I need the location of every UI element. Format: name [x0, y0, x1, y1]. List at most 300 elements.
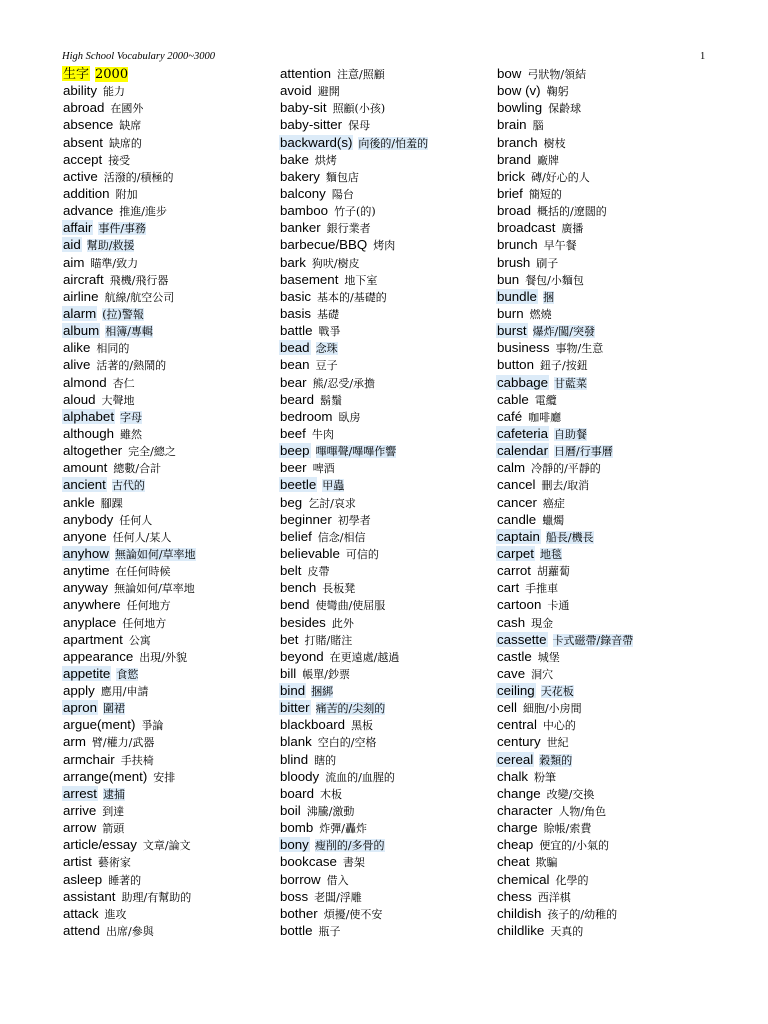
vocab-meaning: 捆綁	[311, 685, 334, 699]
vocab-word: central	[497, 717, 537, 733]
vocab-word: affair	[63, 220, 93, 236]
vocab-entry	[279, 545, 489, 562]
vocab-entry	[279, 631, 489, 648]
vocab-meaning: 化學的	[555, 873, 589, 887]
vocab-entry	[496, 699, 716, 716]
vocab-word: artist	[63, 854, 92, 870]
vocab-entry	[62, 545, 272, 562]
vocab-entry	[62, 459, 272, 476]
vocab-meaning: 船長/機長	[545, 530, 594, 544]
vocab-entry	[279, 579, 489, 596]
vocab-word: beef	[280, 425, 306, 441]
vocab-entry	[279, 82, 489, 99]
vocab-word: carpet	[497, 545, 534, 561]
vocab-word: cell	[497, 700, 517, 716]
vocab-column-3	[496, 65, 716, 939]
vocab-meaning: 無論如何/草率地	[114, 547, 196, 561]
vocab-word: bitter	[280, 700, 310, 716]
vocab-word: airline	[63, 288, 99, 304]
vocab-meaning: 烤肉	[373, 239, 396, 253]
vocab-word: aloud	[63, 391, 96, 407]
vocab-meaning: 豆子	[315, 359, 338, 373]
vocab-meaning: 賒帳/索費	[543, 822, 592, 836]
vocab-entry	[62, 442, 272, 459]
vocab-word: cable	[497, 391, 529, 407]
vocab-meaning: 穀類的	[539, 753, 573, 767]
vocab-meaning: 弓狀物/領結	[527, 68, 587, 81]
vocab-word: cancel	[497, 477, 536, 493]
vocab-meaning: 牛肉	[311, 427, 334, 441]
vocab-word: beetle	[280, 477, 317, 493]
vocab-word: calm	[497, 460, 526, 476]
vocab-word: battle	[280, 323, 313, 339]
vocab-word: basic	[280, 288, 312, 304]
vocab-entry	[496, 271, 716, 288]
vocab-meaning: 保齡球	[548, 102, 582, 116]
vocab-meaning: 向後的/怕羞的	[358, 136, 429, 150]
vocab-entry	[62, 631, 272, 648]
vocab-entry	[62, 339, 272, 356]
vocab-entry	[62, 322, 272, 339]
vocab-meaning: 電纜	[534, 393, 557, 407]
vocab-meaning: 胡蘿蔔	[537, 565, 570, 579]
vocab-word: anytime	[63, 563, 110, 579]
vocab-meaning: 腳踝	[100, 496, 123, 510]
vocab-entry	[62, 271, 272, 288]
vocab-word: 生字	[63, 66, 90, 81]
vocab-entry	[279, 442, 489, 459]
vocab-entry	[279, 356, 489, 373]
vocab-meaning: 改變/交換	[546, 787, 595, 801]
vocab-meaning: 使彎曲/使屈服	[315, 599, 386, 613]
vocab-word: altogether	[63, 443, 123, 459]
vocab-word: beyond	[280, 648, 324, 664]
vocab-word: brain	[497, 117, 527, 133]
vocab-entry	[496, 116, 716, 133]
vocab-word: broadcast	[497, 220, 556, 236]
vocab-meaning: 廣播	[561, 222, 584, 236]
vocab-meaning: 細胞/小房間	[522, 702, 582, 716]
vocab-entry	[279, 905, 489, 922]
vocab-meaning: 黑板	[351, 719, 374, 733]
vocab-meaning: 概括的/遼闊的	[537, 205, 607, 219]
vocab-entry	[279, 733, 489, 750]
vocab-entry	[279, 116, 489, 133]
vocab-word: ankle	[63, 494, 95, 510]
vocab-entry	[279, 751, 489, 768]
vocab-meaning: 出席/參與	[105, 925, 154, 939]
vocab-word: brush	[497, 254, 531, 270]
vocab-word: childish	[497, 905, 542, 921]
vocab-entry	[496, 579, 716, 596]
vocab-word: apartment	[63, 631, 123, 647]
vocab-word: bear	[280, 374, 307, 390]
vocab-meaning: 總數/合計	[113, 462, 162, 476]
vocab-word: bottle	[280, 923, 313, 939]
vocab-entry	[279, 836, 489, 853]
vocab-meaning: 避開	[317, 85, 340, 99]
vocab-column-1	[62, 65, 272, 939]
vocab-word: argue(ment)	[63, 717, 136, 733]
vocab-entry	[62, 596, 272, 613]
vocab-entry	[62, 716, 272, 733]
vocab-column-2	[279, 65, 489, 939]
vocab-word: apron	[63, 700, 98, 716]
vocab-entry	[279, 151, 489, 168]
vocab-entry	[62, 374, 272, 391]
vocab-entry	[496, 168, 716, 185]
vocab-word: bean	[280, 357, 310, 373]
vocab-word: besides	[280, 614, 326, 630]
vocab-meaning: 帳單/鈔票	[302, 667, 350, 681]
vocab-meaning: 粉筆	[534, 770, 557, 784]
vocab-meaning: 沸騰/激動	[306, 805, 355, 819]
vocab-word: borrow	[280, 871, 321, 887]
vocab-word: ancient	[63, 477, 106, 493]
vocab-word: bloody	[280, 768, 320, 784]
vocab-entry	[62, 528, 272, 545]
vocab-meaning: 藝術家	[97, 856, 131, 870]
vocab-meaning: 天花板	[540, 685, 574, 699]
vocab-word: attack	[63, 905, 99, 921]
vocab-meaning: 嗶嗶聲/嗶嗶作響	[315, 445, 397, 459]
vocab-entry	[496, 614, 716, 631]
vocab-entry	[279, 202, 489, 219]
vocab-entry	[496, 494, 716, 511]
vocab-meaning: 啤酒	[312, 462, 335, 476]
vocab-word: bow	[497, 66, 522, 81]
vocab-meaning: 冷靜的/平靜的	[531, 462, 601, 476]
vocab-word: although	[63, 425, 115, 441]
vocab-word: bun	[497, 271, 520, 287]
vocab-meaning: 推進/進步	[119, 205, 167, 219]
vocab-meaning: 蠟燭	[542, 513, 565, 527]
vocab-word: ability	[63, 83, 97, 99]
vocab-meaning: 世紀	[546, 736, 569, 750]
vocab-meaning: 皮帶	[307, 565, 330, 579]
vocab-entry	[496, 853, 716, 870]
vocab-meaning: 附加	[115, 187, 138, 201]
vocab-entry	[62, 305, 272, 322]
vocab-word: abroad	[63, 100, 105, 116]
vocab-meaning: 相同的	[96, 342, 130, 356]
vocab-meaning: 咖啡廳	[528, 410, 562, 424]
vocab-entry	[496, 631, 716, 648]
vocab-meaning: 能力	[103, 85, 125, 99]
vocab-meaning: 手扶椅	[120, 753, 154, 767]
vocab-entry	[496, 682, 716, 699]
vocab-word: calendar	[497, 443, 549, 459]
vocab-meaning: 城堡	[537, 650, 560, 664]
vocab-entry	[496, 665, 716, 682]
vocab-entry	[279, 134, 489, 151]
vocab-entry	[62, 648, 272, 665]
vocab-meaning: 天真的	[550, 925, 584, 939]
vocab-meaning: 瞎的	[314, 753, 337, 767]
vocab-word: change	[497, 785, 541, 801]
vocab-word: bakery	[280, 168, 320, 184]
vocab-entry	[279, 168, 489, 185]
vocab-word: carrot	[497, 563, 531, 579]
vocab-meaning: 鞠躬	[546, 85, 569, 99]
vocab-meaning: 飛機/飛行器	[109, 273, 169, 287]
vocab-word: anywhere	[63, 597, 121, 613]
vocab-meaning: 圍裙	[103, 702, 126, 716]
vocab-meaning: 初學者	[337, 513, 371, 527]
vocab-entry	[496, 288, 716, 305]
vocab-word: baby-sitter	[280, 117, 343, 133]
vocab-meaning: 空白的/空格	[317, 736, 377, 750]
vocab-word: believable	[280, 545, 340, 561]
vocab-word: cave	[497, 665, 526, 681]
vocab-word: arrow	[63, 820, 97, 836]
vocab-entry	[496, 905, 716, 922]
vocab-word: century	[497, 734, 541, 750]
vocab-meaning: 陽台	[331, 187, 354, 201]
vocab-entry	[496, 391, 716, 408]
vocab-word: childlike	[497, 923, 545, 939]
vocab-entry	[279, 185, 489, 202]
vocab-entry	[62, 134, 272, 151]
vocab-word: bet	[280, 631, 299, 647]
vocab-meaning: 人物/角色	[558, 805, 607, 819]
vocab-meaning: 長板凳	[322, 582, 356, 596]
vocab-meaning: 雖然	[120, 427, 143, 441]
vocab-meaning: 出現/外貌	[139, 650, 187, 664]
vocab-meaning: 熊/忍受/承擔	[312, 376, 376, 390]
vocab-word: cassette	[497, 631, 547, 647]
vocab-meaning: 幫助/救援	[86, 239, 135, 253]
vocab-meaning: 2000	[95, 67, 129, 82]
vocab-word: chess	[497, 888, 532, 904]
vocab-meaning: 廠牌	[537, 153, 560, 167]
vocab-entry	[62, 733, 272, 750]
vocab-word: active	[63, 168, 98, 184]
vocab-word: burst	[497, 323, 527, 339]
vocab-word: bind	[280, 683, 306, 699]
vocab-entry	[62, 699, 272, 716]
vocab-meaning: 便宜的/小氣的	[539, 839, 609, 853]
vocab-meaning: 孩子的/幼稚的	[547, 907, 618, 921]
vocab-word: basement	[280, 271, 339, 287]
vocab-word: arm	[63, 734, 86, 750]
vocab-word: alike	[63, 340, 91, 356]
vocab-word: chalk	[497, 768, 529, 784]
vocab-meaning: 缺席	[119, 119, 142, 133]
vocab-meaning: 西洋棋	[537, 890, 571, 904]
vocab-word: café	[497, 408, 523, 424]
vocab-word: cheap	[497, 837, 534, 853]
vocab-entry	[62, 836, 272, 853]
vocab-entry	[496, 562, 716, 579]
vocab-entry	[62, 922, 272, 939]
vocab-word: bedroom	[280, 408, 333, 424]
vocab-meaning: 照顧(小孩)	[332, 102, 386, 116]
vocab-meaning: 簡短的	[528, 187, 562, 201]
vocab-meaning: 卡通	[547, 599, 570, 613]
vocab-meaning: 瘦削的/多骨的	[314, 839, 385, 853]
vocab-entry	[62, 802, 272, 819]
vocab-entry	[279, 716, 489, 733]
vocab-word: business	[497, 340, 550, 356]
vocab-word: anybody	[63, 511, 114, 527]
vocab-word: brief	[497, 185, 523, 201]
vocab-meaning: 刷子	[536, 256, 559, 270]
vocab-entry	[496, 785, 716, 802]
vocab-word: bead	[280, 340, 310, 356]
vocab-word: alive	[63, 357, 91, 373]
vocab-entry	[279, 271, 489, 288]
vocab-meaning: 卡式磁帶/錄音帶	[552, 633, 634, 647]
vocab-word: brand	[497, 151, 532, 167]
vocab-entry	[62, 185, 272, 202]
vocab-word: broad	[497, 203, 532, 219]
vocab-word: candle	[497, 511, 537, 527]
vocab-entry	[62, 408, 272, 425]
vocab-word: belief	[280, 528, 312, 544]
vocab-meaning: 完全/總之	[128, 445, 176, 459]
vocab-meaning: 接受	[108, 153, 131, 167]
vocab-meaning: 甘藍菜	[554, 376, 588, 390]
vocab-entry	[496, 99, 716, 116]
vocab-meaning: 活潑的/積極的	[103, 170, 174, 184]
vocab-word: amount	[63, 460, 108, 476]
vocab-word: blackboard	[280, 717, 346, 733]
vocab-word: anyplace	[63, 614, 117, 630]
vocab-entry	[279, 853, 489, 870]
vocab-word: beg	[280, 494, 303, 510]
vocab-meaning: 瞄準/致力	[90, 256, 139, 270]
vocab-word: branch	[497, 134, 538, 150]
vocab-word: button	[497, 357, 534, 373]
vocab-word: burn	[497, 305, 524, 321]
vocab-meaning: 字母	[120, 410, 143, 424]
vocab-meaning: 缺席的	[108, 136, 142, 150]
vocab-word: cash	[497, 614, 526, 630]
vocab-meaning: 書架	[342, 856, 365, 870]
vocab-word: cafeteria	[497, 425, 548, 441]
vocab-word: beer	[280, 460, 307, 476]
vocab-entry	[62, 905, 272, 922]
vocab-word: chemical	[497, 871, 550, 887]
vocab-meaning: 事物/生意	[555, 342, 604, 356]
vocab-entry	[62, 751, 272, 768]
vocab-entry	[496, 648, 716, 665]
vocab-meaning: 地毯	[539, 547, 562, 561]
vocab-meaning: 應用/申請	[100, 685, 149, 699]
vocab-entry	[279, 476, 489, 493]
vocab-entry	[62, 151, 272, 168]
vocab-meaning: 烘烤	[314, 153, 337, 167]
vocab-entry	[496, 374, 716, 391]
vocab-word: brick	[497, 168, 526, 184]
vocab-entry	[62, 116, 272, 133]
vocab-entry	[62, 356, 272, 373]
vocab-entry	[62, 682, 272, 699]
vocab-entry	[496, 151, 716, 168]
vocab-word: arrive	[63, 803, 97, 819]
vocab-word: baby-sit	[280, 100, 327, 116]
vocab-word: asleep	[63, 871, 103, 887]
vocab-meaning: 杏仁	[112, 376, 135, 390]
vocab-word: cereal	[497, 751, 534, 767]
vocab-meaning: 在國外	[110, 102, 144, 116]
vocab-word: anyway	[63, 580, 109, 596]
vocab-entry	[62, 202, 272, 219]
vocab-entry	[279, 768, 489, 785]
vocab-entry	[279, 305, 489, 322]
vocab-entry	[279, 391, 489, 408]
vocab-entry	[279, 802, 489, 819]
vocab-meaning: 洞穴	[531, 667, 554, 681]
vocab-word: bow (v)	[497, 83, 541, 99]
vocab-entry	[279, 528, 489, 545]
vocab-word: apply	[63, 683, 95, 699]
vocab-entry	[62, 665, 272, 682]
vocab-entry	[496, 888, 716, 905]
document-header: High School Vocabulary 2000~3000	[62, 51, 215, 62]
vocab-word: backward(s)	[280, 134, 353, 150]
vocab-word: accept	[63, 151, 103, 167]
vocab-word: beep	[280, 443, 310, 459]
vocab-word: arrange(ment)	[63, 768, 148, 784]
vocab-entry	[496, 322, 716, 339]
vocab-meaning: 無論如何/草率地	[114, 582, 195, 596]
vocab-entry	[62, 562, 272, 579]
vocab-word: aid	[63, 237, 81, 253]
vocab-word: bother	[280, 905, 318, 921]
vocab-entry	[496, 545, 716, 562]
vocab-meaning: 任何地方	[126, 599, 171, 613]
vocab-meaning: 任何地方	[122, 616, 167, 630]
vocab-meaning: 公寓	[128, 633, 151, 647]
vocab-word: bend	[280, 597, 310, 613]
vocab-entry	[279, 699, 489, 716]
vocab-meaning: 臂/權力/武器	[91, 736, 155, 750]
vocab-word: beard	[280, 391, 315, 407]
vocab-word: assistant	[63, 888, 116, 904]
vocab-word: bench	[280, 580, 317, 596]
vocab-meaning: 打賭/賭注	[304, 633, 353, 647]
vocab-meaning: 麵包店	[325, 170, 359, 184]
vocab-meaning: 炸彈/轟炸	[319, 822, 367, 836]
vocab-meaning: 文章/論文	[142, 839, 191, 853]
vocab-entry	[62, 168, 272, 185]
vocab-meaning: 臥房	[338, 410, 361, 424]
vocab-word: aim	[63, 254, 85, 270]
vocab-entry	[62, 254, 272, 271]
vocab-word: captain	[497, 528, 540, 544]
vocab-meaning: 此外	[331, 616, 354, 630]
vocab-meaning: 狗吠/樹皮	[311, 256, 360, 270]
vocab-meaning: 自助餐	[554, 427, 587, 441]
vocab-word: bony	[280, 837, 309, 853]
vocab-meaning: 基礎	[317, 307, 340, 321]
vocab-entry	[496, 716, 716, 733]
vocab-word: bark	[280, 254, 306, 270]
vocab-meaning: 在任何時候	[115, 565, 171, 579]
vocab-meaning: 基本的/基礎的	[317, 290, 387, 304]
vocab-word: belt	[280, 563, 302, 579]
vocab-entry	[496, 339, 716, 356]
vocab-word: ceiling	[497, 683, 535, 699]
vocab-entry	[496, 185, 716, 202]
vocab-entry	[62, 494, 272, 511]
vocab-entry	[279, 785, 489, 802]
vocab-word: advance	[63, 203, 114, 219]
vocab-entry	[62, 476, 272, 493]
vocab-entry	[496, 819, 716, 836]
